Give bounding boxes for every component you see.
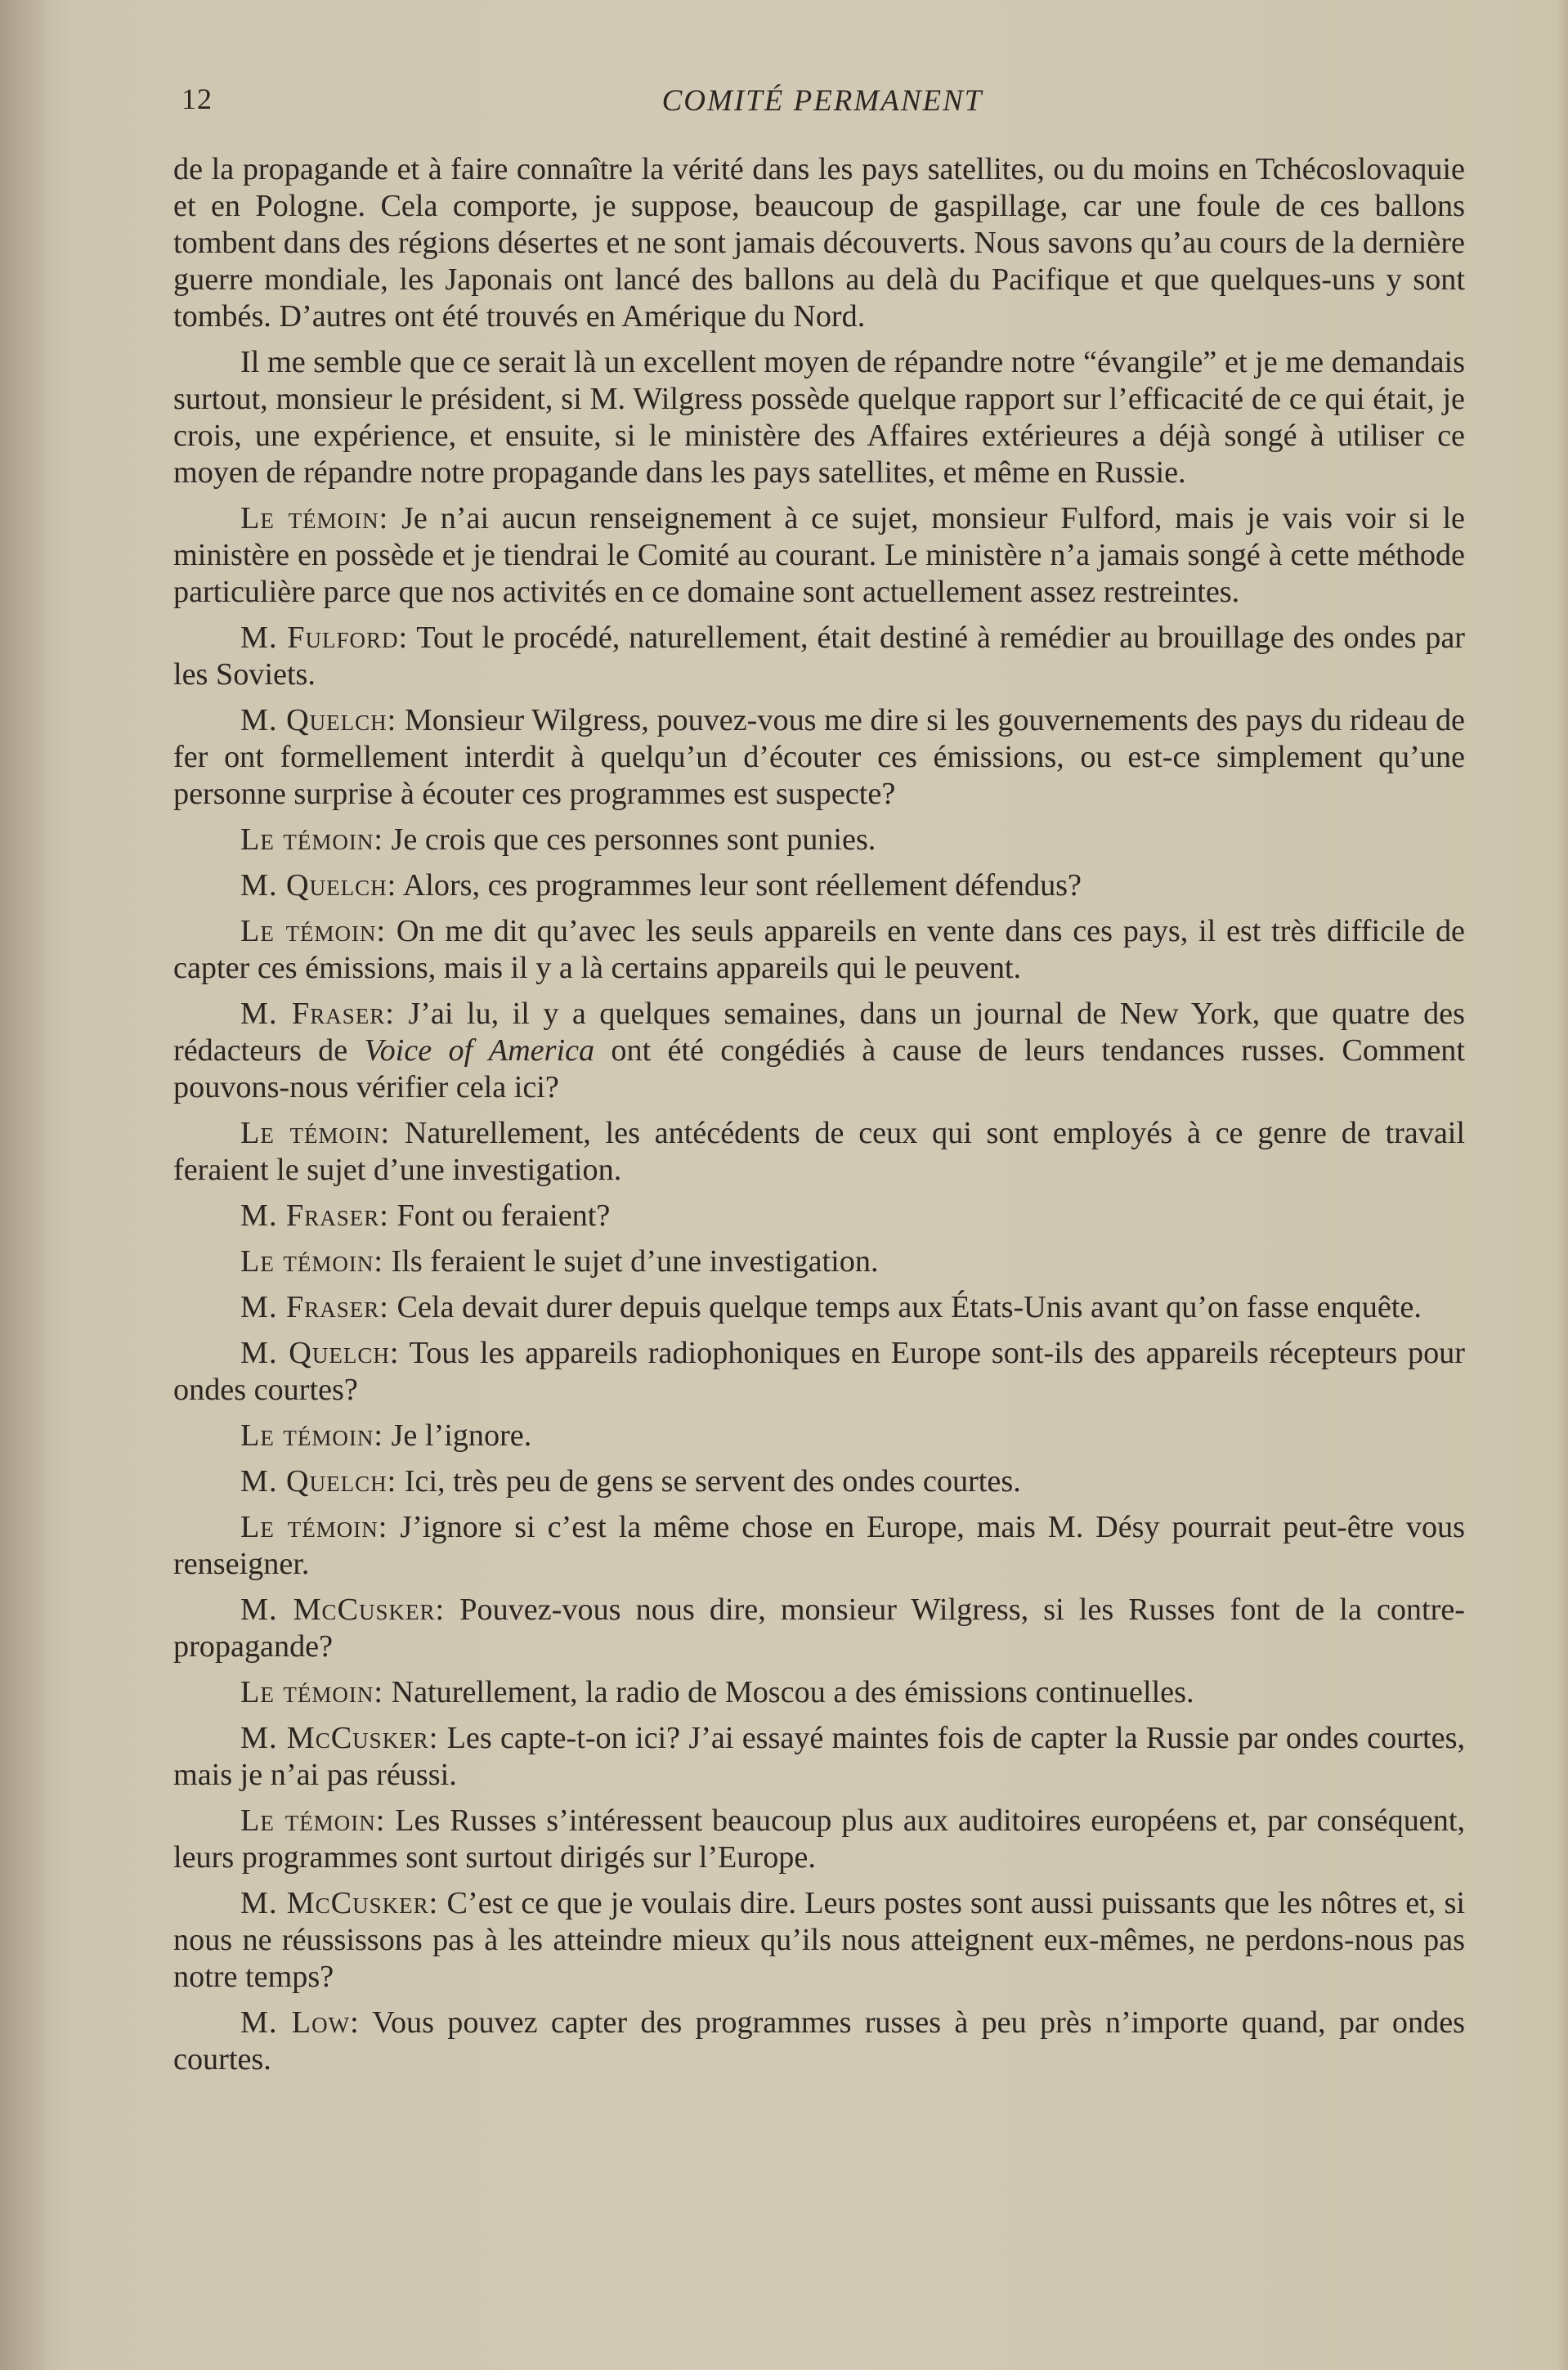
speaker-label: M. Low: xyxy=(240,2005,360,2040)
speaker-label: M. Quelch: xyxy=(240,1336,400,1370)
paragraph-text: de la propagande et à faire connaître la vérité dans les pays satellites, ou du moins en Tchécoslovaquie et en Pologne. Cela comporte, je suppose, beaucoup de gaspillage, car une foule de ces ballons tombent dans des régions désertes et ne sont jamais découverts. Nous savons qu’au cours de la dernière guerre mondiale, les Japonais ont lancé des ballons au delà du Pacifique et que quelques-uns y sont tombés. D’autres ont été trouvés en Amérique du Nord. xyxy=(173,152,1465,334)
paragraph xyxy=(173,1463,1465,1500)
paragraph xyxy=(173,2005,1465,2078)
page-edge xyxy=(1557,0,1568,2370)
running-title: COMITÉ PERMANENT xyxy=(661,84,983,118)
paragraph-text: J’ignore si c’est la même chose en Europe, mais M. Désy pourrait peut-être vous renseigner. xyxy=(173,1510,1466,1581)
paragraph-text: Je n’ai aucun renseignement à ce sujet, monsieur Fulford, mais je vais voir si le ministère en possède et je tiendrai le Comité au courant. Le ministère n’a jamais songé à cette méthode particulière parce que nos activités en ce domaine sont actuellement assez restreintes. xyxy=(173,501,1466,609)
speaker-label: Le témoin: xyxy=(240,501,389,535)
speaker-label: Le témoin: xyxy=(240,822,383,857)
speaker-label: M. McCusker: xyxy=(240,1721,439,1755)
paragraph-text: Cela devait durer depuis quelque temps aux États-Unis avant qu’on fasse enquête. xyxy=(396,1290,1422,1324)
paragraph-text: Tout le procédé, naturellement, était destiné à remédier au brouillage des ondes par les Soviets. xyxy=(173,621,1465,692)
paragraph-text: Monsieur Wilgress, pouvez-vous me dire si les gouvernements des pays du rideau de fer ont formellement interdit à quelqu’un d’écouter ces émissions, ou est-ce simplement qu’une personne surprise à écouter ces programmes est suspecte? xyxy=(173,703,1465,811)
paragraph-text: J’ai lu, il y a quelques semaines, dans un journal de New York, que quatre des rédacteurs de xyxy=(173,997,1465,1068)
paragraph-text: On me dit qu’avec les seuls appareils en vente dans ces pays, il est très difficile de capter ces émissions, mais il y a là certains appareils qui le peuvent. xyxy=(173,914,1465,985)
paragraph xyxy=(173,1509,1465,1583)
paragraph xyxy=(173,1720,1465,1794)
paragraph-text: Je crois que ces personnes sont punies. xyxy=(391,822,876,857)
speaker-label: M. Quelch: xyxy=(240,868,397,903)
paragraph xyxy=(173,702,1465,813)
page-header xyxy=(181,82,1463,131)
paragraph-text: Il me semble que ce serait là un excellent moyen de répandre notre “évangile” et je me demandais surtout, monsieur le président, si M. Wilgress possède quelque rapport sur l’efficacité de ce qui était, je crois, une expérience, et ensuite, si le ministère des Affaires extérieures a déjà songé à utiliser ce moyen de répandre notre propagande dans les pays satellites, et même en Russie. xyxy=(173,345,1465,490)
speaker-label: M. Fraser: xyxy=(240,1198,389,1233)
speaker-label: Le témoin: xyxy=(240,1803,386,1838)
paragraph-text: Ils feraient le sujet d’une investigation. xyxy=(391,1244,879,1279)
speaker-label: M. McCusker: xyxy=(240,1593,446,1627)
speaker-label: Le témoin: xyxy=(240,1675,383,1709)
body-text xyxy=(173,151,1465,2087)
paragraph-text: Pouvez-vous nous dire, monsieur Wilgress, si les Russes font de la contre-propagande? xyxy=(173,1593,1466,1664)
paragraph-text: Naturellement, la radio de Moscou a des émissions continuelles. xyxy=(391,1675,1194,1709)
paragraph xyxy=(173,1243,1465,1280)
paragraph xyxy=(173,1674,1465,1711)
paragraph-text: Alors, ces programmes leur sont réellement défendus? xyxy=(402,868,1082,903)
speaker-label: Le témoin: xyxy=(240,1244,383,1279)
paragraph xyxy=(173,1592,1465,1665)
paragraph xyxy=(173,1289,1465,1326)
paragraph xyxy=(173,822,1465,858)
binding-shadow xyxy=(0,0,45,2370)
paragraph xyxy=(173,1418,1465,1454)
paragraph-text: Vous pouvez capter des programmes russes à peu près n’importe quand, par ondes courtes. xyxy=(173,2005,1466,2077)
paragraph xyxy=(173,1335,1465,1409)
paragraph xyxy=(173,151,1465,335)
paragraph-text: Je l’ignore. xyxy=(391,1418,532,1453)
page-number: 12 xyxy=(181,83,213,115)
speaker-label: Le témoin: xyxy=(240,1510,388,1544)
paragraph xyxy=(173,996,1465,1106)
paragraph-text: Ici, très peu de gens se servent des ondes courtes. xyxy=(404,1464,1021,1499)
paragraph xyxy=(173,1198,1465,1234)
paragraph-text: Les capte-t-on ici? J’ai essayé maintes fois de capter la Russie par ondes courtes, mais je n’ai pas réussi. xyxy=(173,1721,1466,1792)
speaker-label: M. Quelch: xyxy=(240,703,397,737)
speaker-label: M. Quelch: xyxy=(240,1464,397,1499)
paragraph xyxy=(173,620,1465,693)
speaker-label: Le témoin: xyxy=(240,1418,383,1453)
paragraph-text: Font ou feraient? xyxy=(396,1198,611,1233)
paragraph-text: Les Russes s’intéressent beaucoup plus aux auditoires européens et, par conséquent, leurs programmes sont surtout dirigés sur l’Europe. xyxy=(173,1803,1465,1875)
paragraph-text: Naturellement, les antécédents de ceux qui sont employés à ce genre de travail feraient le sujet d’une investigation. xyxy=(173,1116,1466,1187)
paragraph xyxy=(173,1115,1465,1189)
paragraph-text: Tous les appareils radiophoniques en Europe sont-ils des appareils récepteurs pour ondes courtes? xyxy=(173,1336,1465,1407)
publication-title: Voice of America xyxy=(364,1033,595,1068)
speaker-label: Le témoin: xyxy=(240,914,387,948)
speaker-label: M. Fraser: xyxy=(240,1290,389,1324)
speaker-label: M. McCusker: xyxy=(240,1886,439,1920)
paragraph xyxy=(173,1803,1465,1876)
paragraph xyxy=(173,500,1465,611)
paragraph-text: ont été congédiés à cause de leurs tendances russes. Comment pouvons-nous vérifier cela ici? xyxy=(173,1033,1466,1104)
paragraph-text: C’est ce que je voulais dire. Leurs postes sont aussi puissants que les nôtres et, si nous ne réussissons pas à les atteindre mieux qu’ils nous atteignent eux-mêmes, ne perdons-nous pas notre temps? xyxy=(173,1886,1466,1994)
speaker-label: M. Fraser: xyxy=(240,997,395,1031)
paragraph xyxy=(173,344,1465,491)
paragraph xyxy=(173,1885,1465,1996)
paragraph xyxy=(173,913,1465,987)
speaker-label: M. Fulford: xyxy=(240,621,409,655)
speaker-label: Le témoin: xyxy=(240,1116,391,1150)
paragraph xyxy=(173,867,1465,904)
